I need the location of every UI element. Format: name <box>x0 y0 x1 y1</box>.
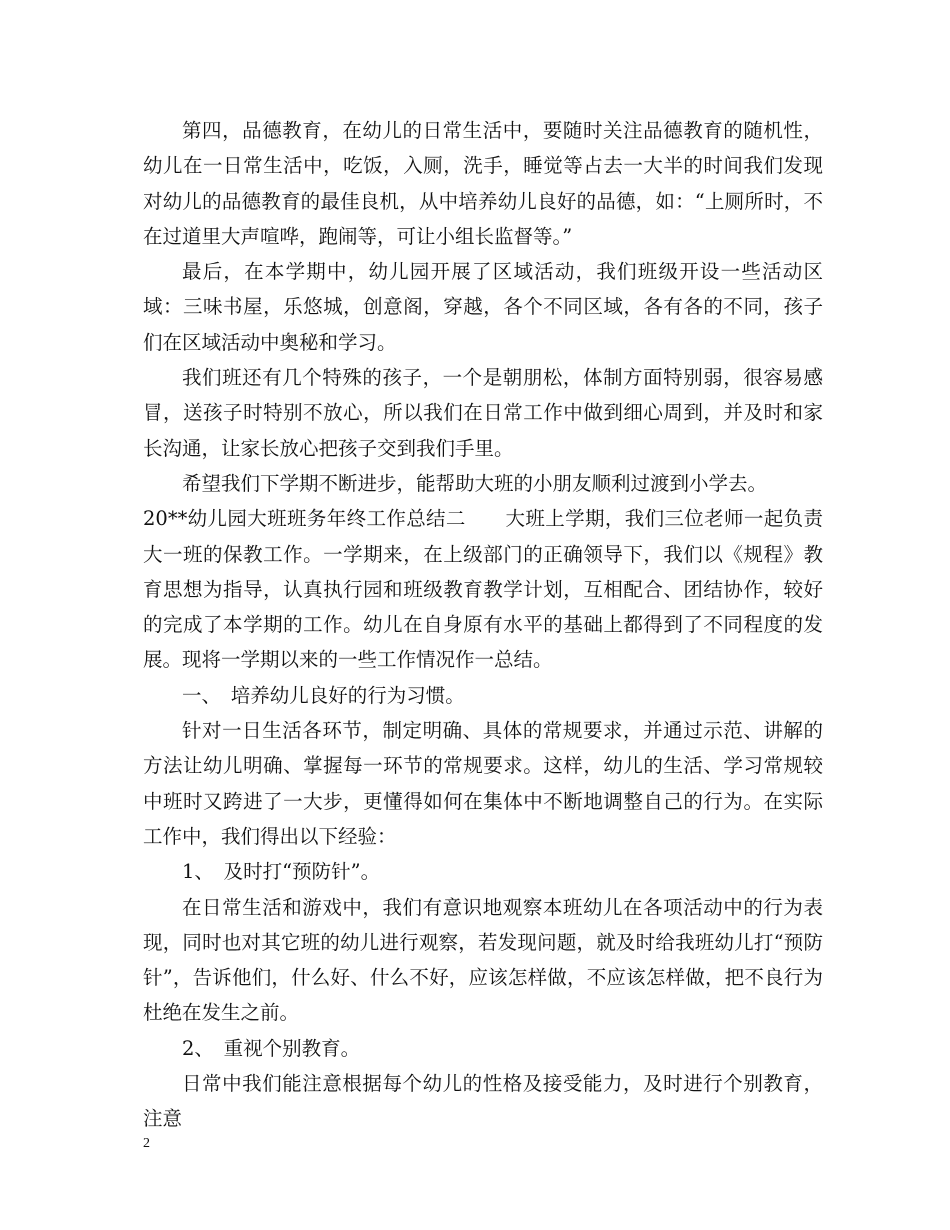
document-body <box>143 113 823 1137</box>
heading-vaccination: 1、 及时打“预防针”。 <box>182 860 381 884</box>
paragraph-individual-attention: 日常中我们能注意根据每个幼儿的性格及接受能力，及时进行个别教育，注意 <box>143 1072 823 1131</box>
paragraph-area-activities: 最后，在本学期中，幼儿园开展了区域活动，我们班级开设一些活动区域：三味书屋，乐悠城，创意阁，穿越，各个不同区域，各有各的不同，孩子们在区域活动中奥秘和学习。 <box>143 260 823 354</box>
paragraph-special-children: 我们班还有几个特殊的孩子，一个是朝朋松，体制方面特别弱，很容易感冒，送孩子时特别不放心，所以我们在日常工作中做到细心周到，并及时和家长沟通，让家长放心把孩子交到我们手里。 <box>143 366 823 460</box>
heading-individual-education: 2、 重视个别教育。 <box>182 1036 361 1060</box>
heading-good-habits: 一、 培养幼儿良好的行为习惯。 <box>182 683 465 707</box>
paragraph-daily-routines: 针对一日生活各环节，制定明确、具体的常规要求，并通过示范、讲解的方法让幼儿明确、掌握每一环节的常规要求。这样，幼儿的生活、学习常规较中班时又跨进了一大步，更懂得如何在集体中不断地调整自己的行为。在实际工作中，我们得出以下经验： <box>143 719 823 848</box>
paragraph-moral-education: 第四，品德教育，在幼儿的日常生活中，要随时关注品德教育的随机性，幼儿在一日常生活中，吃饭，入厕，洗手，睡觉等占去一大半的时间我们发现对幼儿的品德教育的最佳良机，从中培养幼儿良好的品德，如：“上厕所时，不在过道里大声喧哗，跑闹等，可让小组长监督等。” <box>143 119 823 248</box>
page-number: 2 <box>143 1136 150 1151</box>
paragraph-observation: 在日常生活和游戏中，我们有意识地观察本班幼儿在各项活动中的行为表现，同时也对其它班的幼儿进行观察，若发现问题，就及时给我班幼儿打“预防针”，告诉他们，什么好、什么不好，应该怎样做，不应该怎样做，把不良行为杜绝在发生之前。 <box>143 895 823 1025</box>
paragraph-next-semester-hope: 希望我们下学期不断进步，能帮助大班的小朋友顺利过渡到小学去。 <box>182 471 768 495</box>
paragraph-summary-two-intro: 20**幼儿园大班班务年终工作总结二 大班上学期，我们三位老师一起负责大一班的保教工作。一学期来，在上级部门的正确领导下，我们以《规程》教育思想为指导，认真执行园和班级教育教学计划，互相配合、团结协作，较好的完成了本学期的工作。幼儿在自身原有水平的基础上都得到了不同程度的发展。现将一学期以来的一些工作情况作一总结。 <box>143 507 823 672</box>
